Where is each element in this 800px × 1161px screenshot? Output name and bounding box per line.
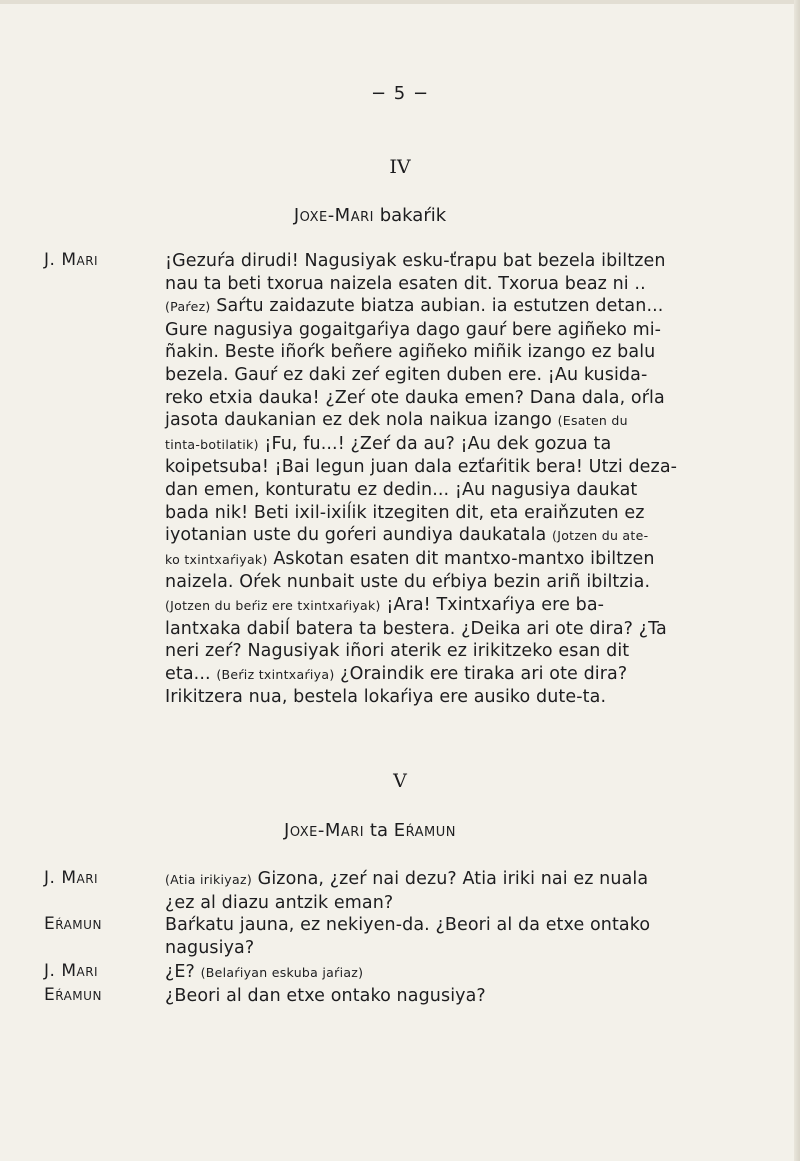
speech-text [165, 250, 710, 709]
heading-character-name: Eŕamun [393, 820, 456, 841]
text-line [165, 640, 710, 663]
spoken-text: lantxaka dabiĺ batera ta bestera. ¿Deika ari ote dira? ¿Ta [165, 618, 667, 639]
text-line [165, 502, 710, 525]
text-line [165, 571, 710, 594]
speech-text [165, 914, 710, 959]
heading-character-name: Joxe-Mari [284, 820, 365, 841]
speaker-name: J. Mari [44, 250, 99, 270]
stage-direction: (Jotzen du beŕiz ere txintxaŕiyak) [165, 597, 381, 613]
section-iv-heading [0, 205, 740, 226]
heading-word: bakaŕik [379, 205, 447, 226]
text-line [165, 295, 710, 319]
text-line [165, 387, 710, 410]
heading-character-name: Joxe-Mari [293, 205, 374, 226]
text-line [165, 892, 710, 915]
spoken-text: Irikitzera nua, bestela lokaŕiya ere ausiko dute-ta. [165, 687, 607, 708]
spoken-text: ¿ez al diazu antzik eman? [165, 892, 394, 913]
spoken-text: bezela. Gauŕ ez daki zeŕ egiten duben ere. ¡Au kusida- [165, 364, 648, 385]
text-line [165, 456, 710, 479]
stage-direction: (Jotzen du ate- [552, 528, 649, 544]
spoken-text: Baŕkatu jauna, ez nekiyen-da. ¿Beori al da etxe ontako [165, 915, 651, 935]
text-line [165, 686, 710, 709]
text-line [165, 433, 710, 457]
spoken-text: ñakin. Beste iñoŕk beñere agiñeko miñik izango ez balu [165, 342, 656, 363]
spoken-text: ¡Fu, fu...! ¿Zeŕ da au? ¡Au dek gozua ta [258, 433, 612, 454]
spoken-text: neri zeŕ? Nagusiyak iñori aterik ez irikitzeko esan dit [165, 641, 630, 662]
text-line [165, 548, 710, 572]
text-line [165, 273, 710, 296]
text-line [165, 364, 710, 387]
stage-direction: ko txintxaŕiyak) [165, 551, 268, 567]
spoken-text: nau ta beti txorua naizela esaten dit. Txorua beaz ni .. [165, 273, 646, 294]
spoken-text: ¿Beori al dan etxe ontako nagusiya? [165, 986, 486, 1006]
spoken-text: Askotan esaten dit mantxo-mantxo ibiltzen [267, 548, 655, 569]
text-line [165, 914, 710, 937]
text-line [165, 618, 710, 641]
text-line [165, 409, 710, 433]
spoken-text: iyotanian uste du goŕeri aundiya daukatala [165, 525, 553, 546]
stage-direction: tinta-botilatik) [165, 436, 259, 452]
stage-direction: (Esaten du [557, 413, 628, 429]
text-line [165, 868, 710, 892]
spoken-text: ¡Gezuŕa dirudi! Nagusiyak esku-ťrapu bat bezela ibiltzen [165, 251, 666, 271]
text-line [165, 524, 710, 548]
spoken-text: Gure nagusiya gogaitgaŕiya dago gauŕ bere agiñeko mi- [165, 319, 662, 340]
spoken-text: nagusiya? [165, 937, 255, 958]
stage-direction: (Beŕiz txintxaŕiya) [216, 666, 335, 682]
speaker-name: J. Mari [44, 868, 99, 888]
text-line [165, 663, 710, 687]
text-line [165, 937, 710, 960]
speaker-name: J. Mari [44, 961, 99, 981]
stage-direction: (Belaŕiyan eskuba jaŕiaz) [200, 965, 364, 980]
text-line [165, 985, 710, 1008]
spoken-text: Gizona, ¿zeŕ nai dezu? Atia iriki nai ez nuala [252, 869, 649, 889]
text-line [165, 961, 710, 985]
spoken-text: naizela. Oŕek nunbait uste du eŕbiya bezin ariñ ibiltzia. [165, 572, 651, 593]
spoken-text: ¡Ara! Txintxaŕiya ere ba- [380, 594, 605, 615]
text-line [165, 250, 710, 273]
speaker-name: Eŕamun [44, 985, 102, 1005]
speech-text [165, 868, 710, 914]
speaker-name: Eŕamun [44, 914, 102, 934]
stage-direction: (Paŕez) [165, 299, 211, 315]
speech-text [165, 961, 710, 985]
text-line [165, 319, 710, 342]
spoken-text: eta... [165, 663, 217, 684]
spoken-text: koipetsuba! ¡Bai legun juan dala ezťaŕitik bera! Utzi deza- [165, 457, 678, 478]
section-iv-numeral: IV [389, 156, 411, 178]
spoken-text: jasota daukanian ez dek nola naikua izango [165, 410, 558, 431]
text-line [165, 594, 710, 618]
speech-text [165, 985, 710, 1008]
spoken-text: ¿E? [165, 962, 201, 982]
section-v-heading [0, 820, 740, 841]
spoken-text: bada nik! Beti ixil-ixiĺik itzegiten dit, eta eraiňzuten ez [165, 502, 645, 523]
page-top-edge [0, 0, 800, 4]
stage-direction: (Atia irikiyaz) [165, 872, 253, 887]
heading-word: ta [369, 820, 388, 841]
page-number: − 5 − [370, 83, 430, 104]
text-line [165, 341, 710, 364]
text-line [165, 479, 710, 502]
spoken-text: Saŕtu zaidazute biatza aubian. ia estutzen detan... [210, 296, 664, 317]
spoken-text: ¿Oraindik ere tiraka ari ote dira? [334, 663, 628, 684]
spoken-text: reko etxia dauka! ¿Zeŕ ote dauka emen? Dana dala, oŕla [165, 387, 665, 408]
section-v-numeral: V [393, 770, 407, 792]
spoken-text: dan emen, konturatu ez dedin... ¡Au nagusiya daukat [165, 479, 638, 500]
